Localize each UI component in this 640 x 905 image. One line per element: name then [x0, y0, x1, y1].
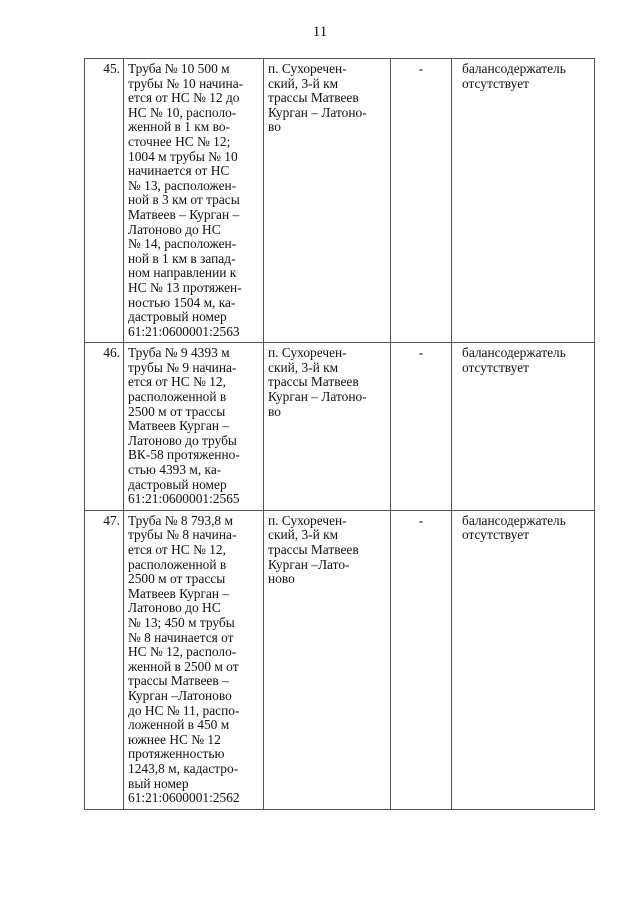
- location-cell-line: Курган – Латоно-: [268, 389, 367, 405]
- description-cell-line: стью 4393 м, ка-: [128, 462, 222, 478]
- description-cell-line: ностью 1504 м, ка-: [128, 294, 236, 310]
- location-cell-line: ский, 3-й км: [268, 527, 339, 543]
- description-cell-line: Латоново до НС: [128, 600, 221, 616]
- description-cell-line: № 8 начинается от: [128, 629, 234, 645]
- description-cell-line: трубы № 9 начина-: [128, 359, 237, 375]
- description-cell-line: трубы № 10 начина-: [128, 75, 244, 91]
- location-cell-line: ский, 3-й км: [268, 359, 339, 375]
- description-cell-line: женной в 1 км во-: [128, 119, 230, 135]
- description-cell-line: Курган –Латоново: [128, 687, 232, 703]
- description-cell-line: дастровый номер: [128, 309, 227, 325]
- description-cell-line: ется от НС № 12,: [128, 542, 226, 557]
- row-number-cell: 47.: [85, 510, 124, 809]
- owner-cell-line: отсутствует: [462, 527, 529, 543]
- description-cell-line: № 14, расположен-: [128, 236, 237, 252]
- description-cell-line: сточнее НС № 12;: [128, 133, 231, 149]
- dash-cell: -: [391, 343, 452, 511]
- owner-cell: [452, 510, 595, 809]
- description-cell-line: ется от НС № 12 до: [128, 90, 240, 106]
- description-cell-line: Труба № 10 500 м: [128, 61, 230, 76]
- description-cell-line: вый номер: [128, 775, 189, 791]
- description-cell-line: 61:21:0600001:2565: [128, 491, 240, 507]
- description-cell: [124, 343, 264, 511]
- description-cell-line: женной в 2500 м от: [128, 658, 239, 674]
- description-cell-line: Матвеев – Курган –: [128, 206, 240, 222]
- owner-cell: [452, 59, 595, 343]
- description-cell-line: трассы Матвеев –: [128, 673, 229, 689]
- dash-cell: -: [391, 510, 452, 809]
- description-cell-line: ется от НС № 12,: [128, 374, 226, 390]
- description-cell: [124, 59, 264, 343]
- location-cell-line: п. Сухоречен-: [268, 61, 347, 76]
- registry-table: [84, 58, 595, 810]
- registry-table-body: [85, 59, 595, 810]
- owner-cell: [452, 343, 595, 511]
- owner-cell-line: отсутствует: [462, 359, 529, 375]
- owner-cell-line: отсутствует: [462, 75, 529, 91]
- table-row: [85, 343, 595, 511]
- location-cell: [264, 343, 391, 511]
- description-cell-line: дастровый номер: [128, 476, 227, 492]
- owner-cell-line: балансодержатель: [462, 61, 566, 76]
- page-number: 11: [312, 24, 328, 40]
- location-cell-line: трассы Матвеев: [268, 90, 359, 106]
- description-cell-line: Труба № 9 4393 м: [128, 345, 230, 361]
- description-cell-line: Труба № 8 793,8 м: [128, 512, 233, 528]
- description-cell-line: ной в 1 км в запад-: [128, 250, 236, 266]
- owner-cell-line: балансодержатель: [462, 512, 566, 528]
- description-cell-line: № 13; 450 м трубы: [128, 614, 235, 630]
- location-cell-line: Курган – Латоно-: [268, 104, 367, 120]
- location-cell-line: п. Сухоречен-: [268, 345, 347, 361]
- description-cell-line: ВК-58 протяженно-: [128, 447, 240, 463]
- description-cell-line: 1243,8 м, кадастро-: [128, 760, 239, 776]
- location-cell-line: п. Сухоречен-: [268, 512, 347, 528]
- table-row: [85, 59, 595, 343]
- description-cell-line: Латоново до трубы: [128, 432, 237, 448]
- description-cell-line: ложенной в 450 м: [128, 717, 230, 733]
- row-number-cell: 45.: [85, 59, 124, 343]
- description-cell-line: расположенной в: [128, 389, 227, 405]
- description-cell-line: Латоново до НС: [128, 221, 221, 237]
- description-cell-line: 61:21:0600001:2563: [128, 323, 240, 339]
- location-cell-line: Курган –Лато-: [268, 556, 350, 572]
- description-cell-line: 1004 м трубы № 10: [128, 148, 238, 164]
- location-cell: [264, 510, 391, 809]
- location-cell-line: ский, 3-й км: [268, 75, 339, 91]
- description-cell-line: расположенной в: [128, 556, 227, 572]
- description-cell-line: южнее НС № 12: [128, 731, 221, 747]
- description-cell-line: № 13, расположен-: [128, 177, 237, 193]
- description-cell-line: до НС № 11, распо-: [128, 702, 240, 718]
- description-cell-line: начинается от НС: [128, 163, 230, 179]
- location-cell-line: ново: [268, 571, 295, 587]
- location-cell: [264, 59, 391, 343]
- location-cell-line: во: [268, 119, 281, 135]
- description-cell-line: ном направлении к: [128, 265, 237, 281]
- location-cell-line: трассы Матвеев: [268, 542, 359, 557]
- owner-cell-line: балансодержатель: [462, 345, 566, 361]
- row-number-cell: 46.: [85, 343, 124, 511]
- description-cell-line: Матвеев Курган –: [128, 418, 230, 434]
- description-cell: [124, 510, 264, 809]
- table-row: [85, 510, 595, 809]
- description-cell-line: НС № 13 протяжен-: [128, 279, 242, 295]
- description-cell-line: протяженностью: [128, 746, 225, 762]
- dash-cell: -: [391, 59, 452, 343]
- description-cell-line: 2500 м от трассы: [128, 571, 226, 587]
- location-cell-line: во: [268, 403, 281, 419]
- description-cell-line: НС № 10, располо-: [128, 104, 237, 120]
- description-cell-line: ной в 3 км от трасы: [128, 192, 240, 208]
- location-cell-line: трассы Матвеев: [268, 374, 359, 390]
- description-cell-line: 61:21:0600001:2562: [128, 790, 240, 806]
- description-cell-line: 2500 м от трассы: [128, 403, 226, 419]
- description-cell-line: трубы № 8 начина-: [128, 527, 237, 543]
- description-cell-line: Матвеев Курган –: [128, 585, 230, 601]
- description-cell-line: НС № 12, располо-: [128, 644, 237, 660]
